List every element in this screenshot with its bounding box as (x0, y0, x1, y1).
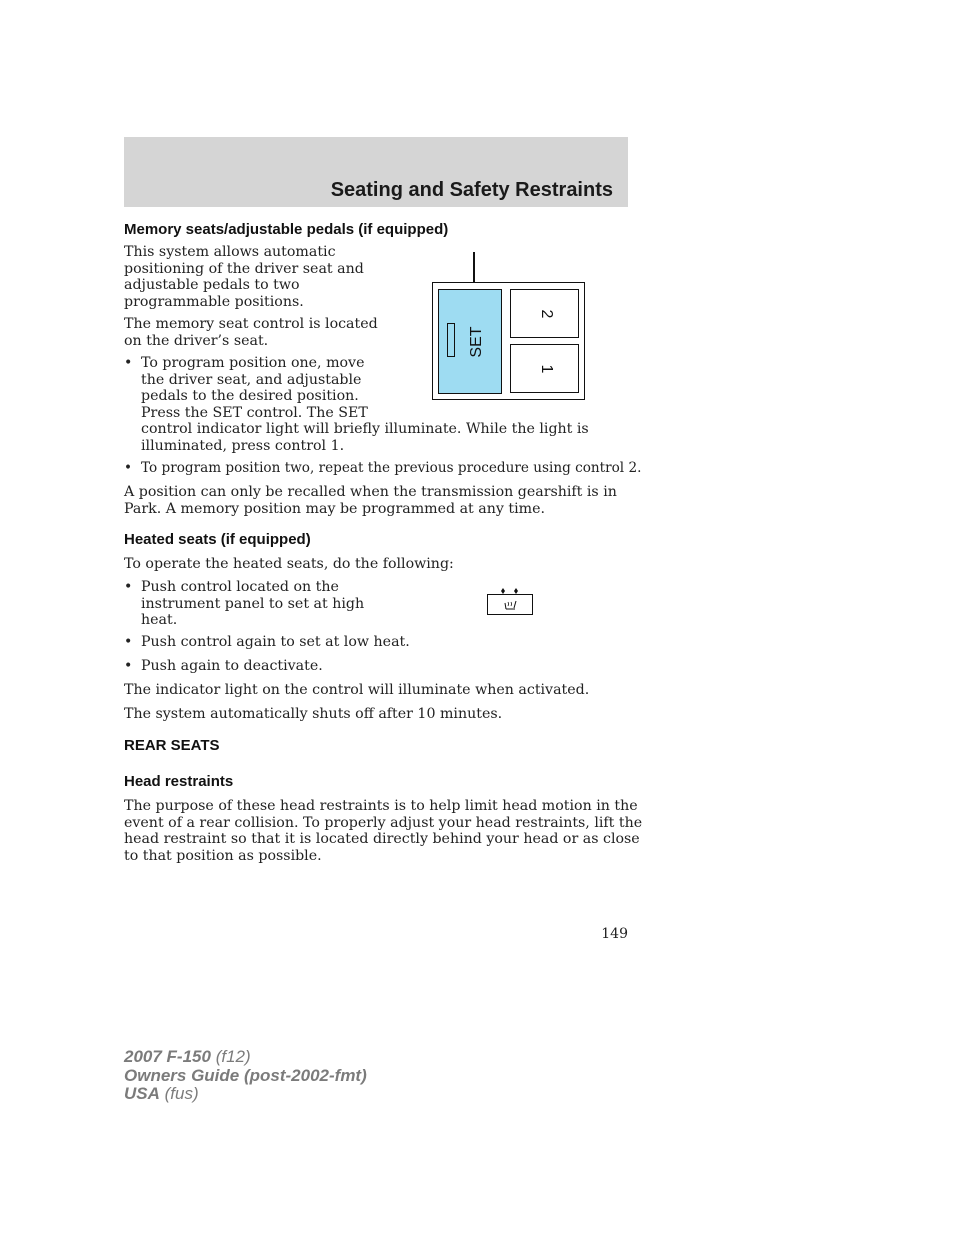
text-line: control indicator light will briefly illuminate. While the light is (141, 421, 589, 437)
text-line: instrument panel to set at high (141, 595, 365, 612)
set-label: SET (468, 326, 485, 358)
footer-line (124, 1048, 367, 1067)
text-line: pedals to the desired position. (141, 388, 359, 404)
footer-model: 2007 F-150 (124, 1047, 211, 1066)
head-restraints-heading: Head restraints (124, 773, 234, 790)
text-line: event of a rear collision. To properly adjust your head restraints, lift the (124, 814, 643, 831)
heated-bullet-3 (124, 658, 524, 676)
text-line: Press the SET control. The SET (141, 404, 368, 421)
section-title: Seating and Safety Restraints (330, 179, 613, 201)
text-line: adjustable pedals to two (124, 277, 300, 293)
footer-market-code: (fus) (164, 1084, 199, 1103)
memory-location-paragraph (124, 316, 378, 349)
document-footer (124, 1048, 367, 1104)
text-line: on the driver’s seat. (124, 332, 269, 349)
memory-bullet-2 (124, 460, 642, 478)
text-line: The memory seat control is located (124, 316, 378, 332)
text-line: positioning of the driver seat and (124, 260, 364, 277)
text-line: A position can only be recalled when the transmission gearshift is in (124, 484, 617, 500)
text-line: To program position one, move (141, 355, 365, 371)
bullet-text: Push control again to set at low heat. (141, 634, 410, 650)
heated-seats-heading: Heated seats (if equipped) (124, 531, 311, 548)
rear-seats-heading: REAR SEATS (124, 737, 220, 754)
bullet-dot: • (124, 460, 133, 476)
memory-button-label: 1 (538, 364, 555, 374)
memory-button-1[interactable] (510, 344, 579, 393)
bullet-dot: • (124, 634, 133, 650)
text-line: This system allows automatic (124, 244, 336, 260)
footer-guide: Owners Guide (post-2002-fmt) (124, 1065, 367, 1085)
text-line: the driver seat, and adjustable (141, 371, 362, 388)
memory-button-label: 2 (538, 309, 555, 319)
heated-bullet-1 (124, 579, 424, 631)
footer-model-code: (f12) (215, 1047, 251, 1066)
memory-intro-paragraph (124, 244, 364, 310)
bullet-text (141, 579, 364, 629)
heated-intro: To operate the heated seats, do the following: (124, 556, 454, 572)
text-line: illuminated, press control 1. (141, 437, 345, 454)
set-indicator-light (447, 323, 455, 357)
text-line: The purpose of these head restraints is to help limit head motion in the (124, 798, 638, 814)
footer-market: USA (124, 1084, 160, 1103)
bullet-dot: • (124, 355, 133, 371)
bullet-dot: • (124, 658, 133, 674)
text-line: Push control located on the (141, 579, 339, 595)
text-line: to that position as possible. (124, 847, 322, 864)
heated-seat-switch[interactable] (487, 594, 533, 615)
text-line: Park. A memory position may be programmed at any time. (124, 500, 545, 517)
memory-seats-heading: Memory seats/adjustable pedals (if equipped) (124, 221, 449, 238)
text-line: programmable positions. (124, 293, 304, 310)
head-restraints-paragraph (124, 798, 642, 864)
text-line: heat. (141, 612, 178, 628)
text-line: head restraint so that it is located directly behind your head or as close (124, 831, 640, 847)
memory-button-2[interactable] (510, 289, 579, 338)
page-number: 149 (601, 926, 628, 942)
header-band (124, 137, 628, 207)
memory-recall-paragraph (124, 484, 617, 517)
heated-seat-icon (488, 595, 532, 614)
bullet-text: To program position two, repeat the previous procedure using control 2. (141, 460, 642, 476)
memory-seat-control-panel (432, 282, 585, 400)
set-button[interactable] (438, 289, 502, 394)
bullet-text: Push again to deactivate. (141, 658, 323, 674)
footer-line (124, 1085, 367, 1104)
heated-note-1: The indicator light on the control will illuminate when activated. (124, 682, 590, 698)
heated-bullet-2 (124, 634, 524, 652)
footer-line (124, 1067, 367, 1086)
bullet-dot: • (124, 579, 133, 595)
heated-note-2: The system automatically shuts off after 10 minutes. (124, 706, 503, 722)
